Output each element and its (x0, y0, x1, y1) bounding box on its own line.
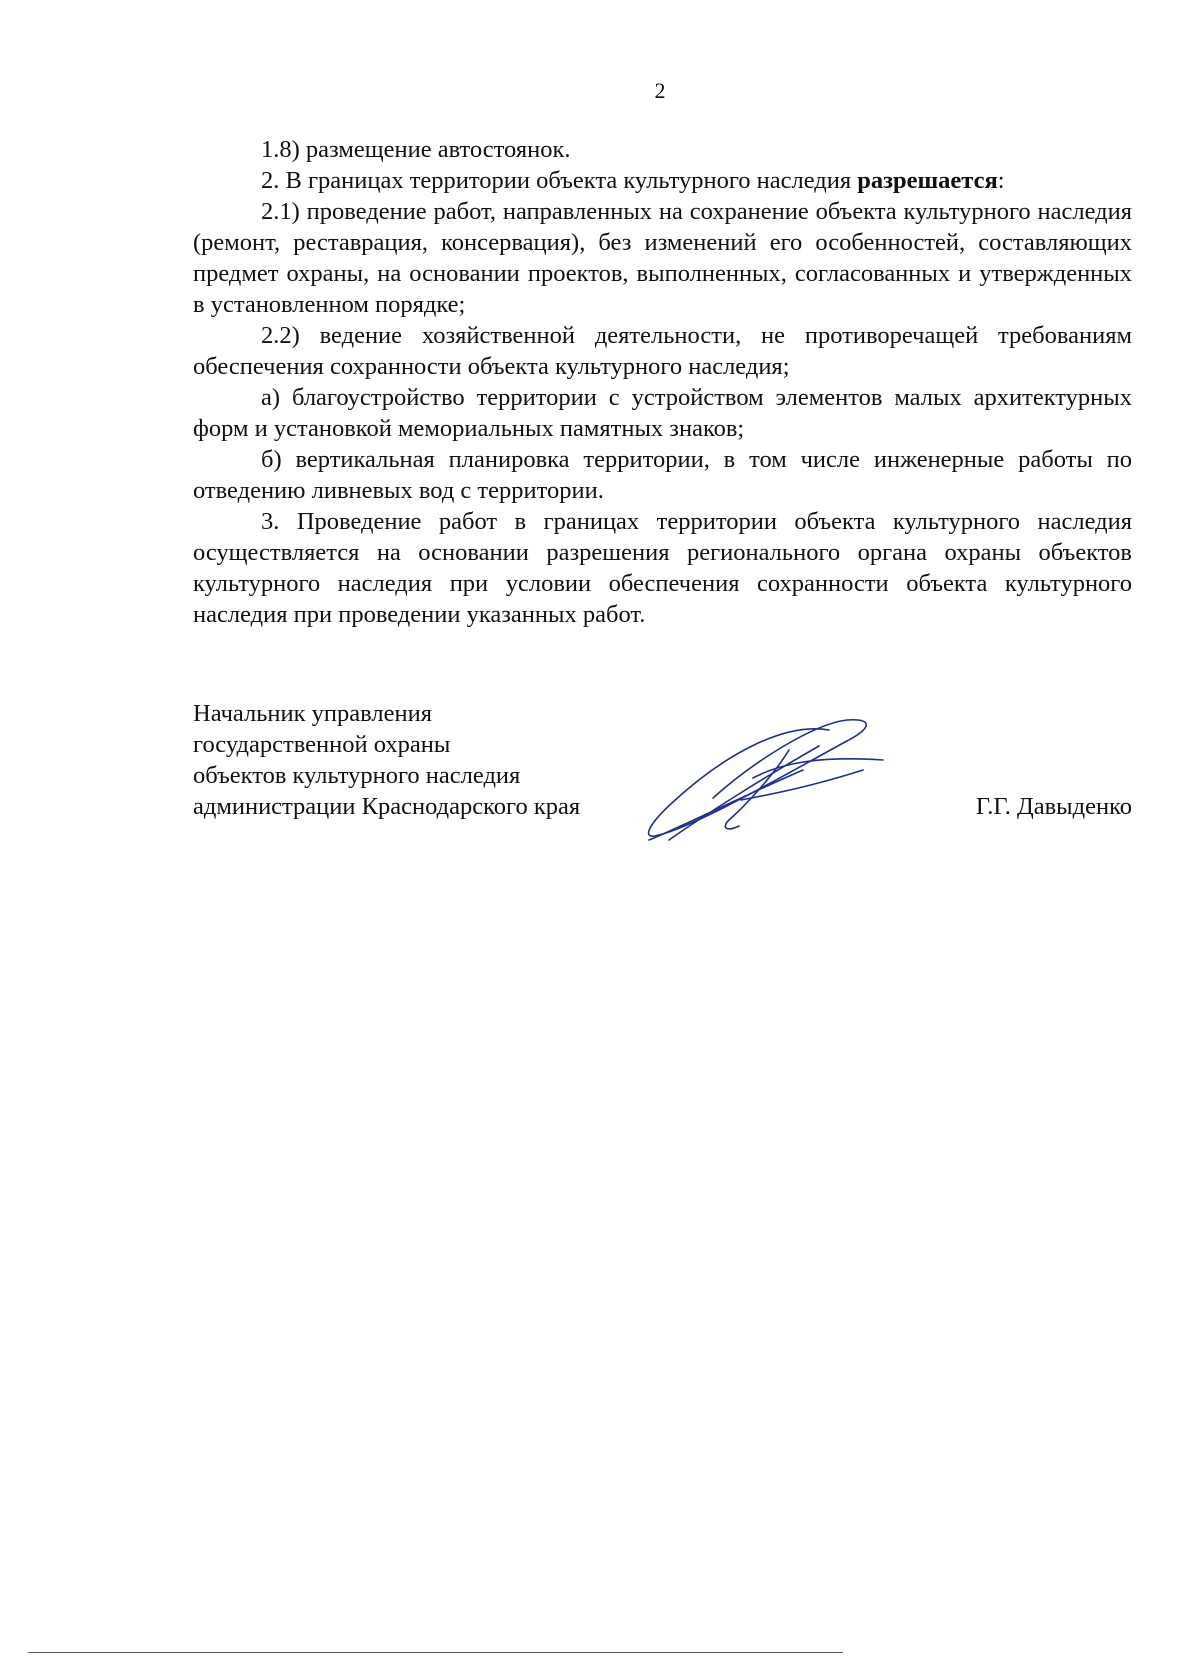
paragraph-2-1: 2.1) проведение работ, направленных на сохранение объекта культурного наследия (ремонт, реставрация, консервация), без изменений его особенностей, составляющих предмет охраны, на основании проектов, выполненных, согласованных и утвержденных в установленном порядке; (193, 198, 1132, 318)
signatory-title-line: объектов культурного наследия (193, 762, 521, 789)
handwritten-signature (633, 716, 893, 856)
signatory-title (193, 698, 580, 822)
paragraph-1-8: 1.8) размещение автостоянок. (261, 136, 571, 163)
paragraph-2-lead: 2. В границах территории объекта культурного наследия (261, 167, 858, 194)
signatory-name: Г.Г. Давыденко (975, 793, 1132, 820)
document-body (193, 134, 1132, 630)
footer-rule (28, 1652, 843, 1653)
signature-block (193, 698, 1132, 858)
paragraph-3: 3. Проведение работ в границах территории объекта культурного наследия осуществляется на основании разрешения регионального органа охраны объектов культурного наследия при условии обеспечения сохранности объекта культурного наследия при проведении указанных работ. (193, 508, 1132, 628)
signatory-title-line: Начальник управления (193, 700, 432, 727)
signature-stroke (669, 746, 819, 840)
signature-stroke (753, 759, 883, 778)
paragraph-2-2: 2.2) ведение хозяйственной деятельности, не противоречащей требованиям обеспечения сохранности объекта культурного наследия; (193, 322, 1132, 380)
paragraph-2-tail: : (997, 167, 1005, 194)
signature-stroke (649, 770, 803, 840)
signatory-title-line: администрации Краснодарского края (193, 793, 581, 820)
paragraph-b: б) вертикальная планировка территории, в том числе инженерные работы по отведению ливневых вод с территории. (193, 446, 1132, 504)
paragraph-2-bold: разрешается (857, 167, 998, 194)
paragraph-2 (193, 165, 1132, 196)
signatory-title-line: государственной охраны (193, 731, 451, 758)
paragraph-a: а) благоустройство территории с устройством элементов малых архитектурных форм и установкой мемориальных памятных знаков; (193, 384, 1132, 442)
page-number: 2 (654, 78, 666, 103)
